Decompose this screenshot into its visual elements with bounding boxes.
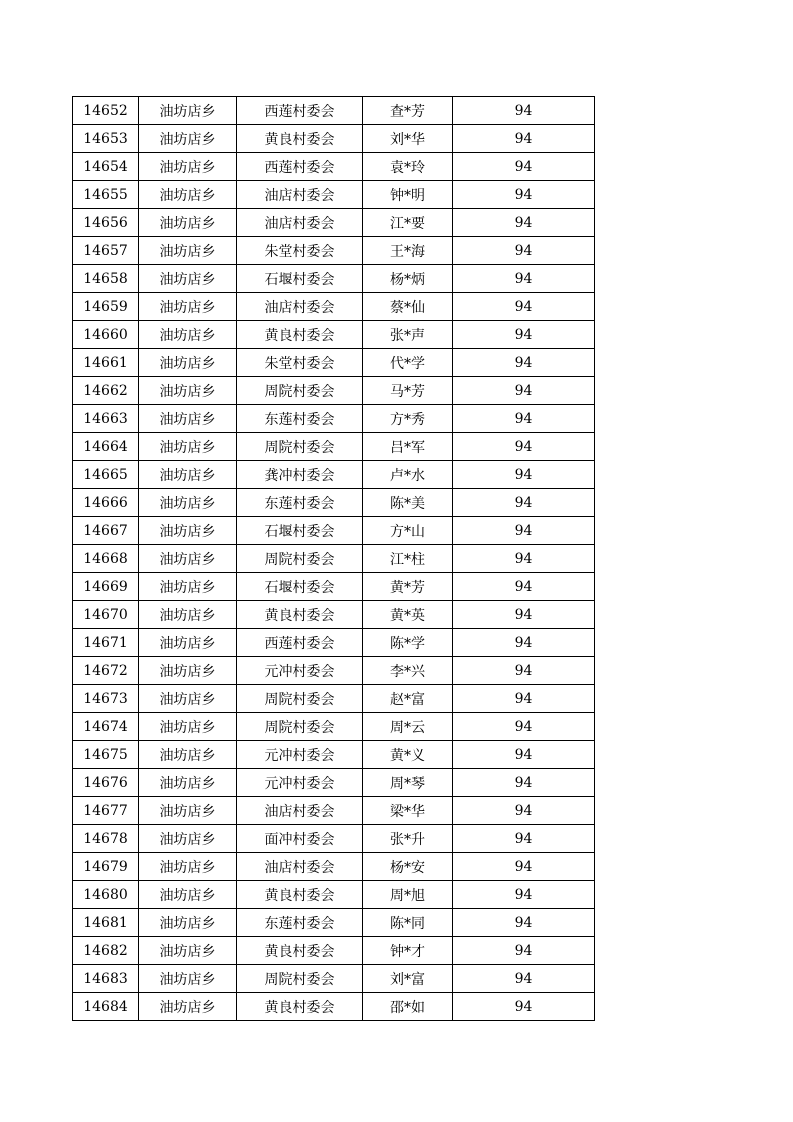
town-cell: 油坊店乡 [139, 825, 237, 853]
row-id-cell: 14659 [73, 293, 139, 321]
name-cell: 张*声 [363, 321, 453, 349]
name-cell: 陈*同 [363, 909, 453, 937]
score-cell: 94 [453, 461, 595, 489]
table-row [73, 685, 595, 713]
village-cell: 油店村委会 [237, 293, 363, 321]
village-cell: 周院村委会 [237, 545, 363, 573]
table-row [73, 349, 595, 377]
name-cell: 卢*水 [363, 461, 453, 489]
village-cell: 龚冲村委会 [237, 461, 363, 489]
village-cell: 周院村委会 [237, 713, 363, 741]
town-cell: 油坊店乡 [139, 797, 237, 825]
score-cell: 94 [453, 601, 595, 629]
name-cell: 陈*美 [363, 489, 453, 517]
score-cell: 94 [453, 265, 595, 293]
town-cell: 油坊店乡 [139, 629, 237, 657]
table-row [73, 601, 595, 629]
village-cell: 元冲村委会 [237, 657, 363, 685]
name-cell: 钟*才 [363, 937, 453, 965]
village-cell: 石堰村委会 [237, 517, 363, 545]
score-cell: 94 [453, 573, 595, 601]
town-cell: 油坊店乡 [139, 573, 237, 601]
table-row [73, 853, 595, 881]
name-cell: 黄*英 [363, 601, 453, 629]
town-cell: 油坊店乡 [139, 405, 237, 433]
village-cell: 元冲村委会 [237, 769, 363, 797]
name-cell: 江*柱 [363, 545, 453, 573]
row-id-cell: 14667 [73, 517, 139, 545]
table-row [73, 909, 595, 937]
name-cell: 赵*富 [363, 685, 453, 713]
score-cell: 94 [453, 657, 595, 685]
town-cell: 油坊店乡 [139, 909, 237, 937]
name-cell: 刘*富 [363, 965, 453, 993]
score-cell: 94 [453, 629, 595, 657]
table-row [73, 573, 595, 601]
town-cell: 油坊店乡 [139, 153, 237, 181]
row-id-cell: 14652 [73, 97, 139, 125]
name-cell: 黄*芳 [363, 573, 453, 601]
town-cell: 油坊店乡 [139, 769, 237, 797]
town-cell: 油坊店乡 [139, 321, 237, 349]
village-cell: 石堰村委会 [237, 573, 363, 601]
village-cell: 周院村委会 [237, 377, 363, 405]
name-cell: 代*学 [363, 349, 453, 377]
name-cell: 周*旭 [363, 881, 453, 909]
town-cell: 油坊店乡 [139, 237, 237, 265]
table-row [73, 209, 595, 237]
name-cell: 黄*义 [363, 741, 453, 769]
table-row [73, 265, 595, 293]
row-id-cell: 14666 [73, 489, 139, 517]
name-cell: 吕*军 [363, 433, 453, 461]
village-cell: 黄良村委会 [237, 601, 363, 629]
row-id-cell: 14657 [73, 237, 139, 265]
row-id-cell: 14658 [73, 265, 139, 293]
row-id-cell: 14655 [73, 181, 139, 209]
town-cell: 油坊店乡 [139, 965, 237, 993]
score-cell: 94 [453, 489, 595, 517]
score-cell: 94 [453, 853, 595, 881]
table-row [73, 629, 595, 657]
score-cell: 94 [453, 209, 595, 237]
town-cell: 油坊店乡 [139, 545, 237, 573]
table-row [73, 433, 595, 461]
town-cell: 油坊店乡 [139, 209, 237, 237]
name-cell: 邵*如 [363, 993, 453, 1021]
row-id-cell: 14661 [73, 349, 139, 377]
score-cell: 94 [453, 937, 595, 965]
name-cell: 蔡*仙 [363, 293, 453, 321]
score-cell: 94 [453, 769, 595, 797]
village-cell: 东莲村委会 [237, 489, 363, 517]
town-cell: 油坊店乡 [139, 377, 237, 405]
table-row [73, 741, 595, 769]
village-cell: 黄良村委会 [237, 881, 363, 909]
town-cell: 油坊店乡 [139, 181, 237, 209]
table-row [73, 489, 595, 517]
table-row [73, 405, 595, 433]
score-cell: 94 [453, 545, 595, 573]
table-body [73, 97, 595, 1021]
town-cell: 油坊店乡 [139, 517, 237, 545]
village-cell: 油店村委会 [237, 853, 363, 881]
table-row [73, 517, 595, 545]
town-cell: 油坊店乡 [139, 125, 237, 153]
town-cell: 油坊店乡 [139, 601, 237, 629]
row-id-cell: 14670 [73, 601, 139, 629]
table-row [73, 377, 595, 405]
name-cell: 方*山 [363, 517, 453, 545]
village-cell: 朱堂村委会 [237, 349, 363, 377]
town-cell: 油坊店乡 [139, 461, 237, 489]
table-row [73, 993, 595, 1021]
row-id-cell: 14679 [73, 853, 139, 881]
table-row [73, 937, 595, 965]
row-id-cell: 14671 [73, 629, 139, 657]
score-cell: 94 [453, 405, 595, 433]
town-cell: 油坊店乡 [139, 713, 237, 741]
row-id-cell: 14669 [73, 573, 139, 601]
score-cell: 94 [453, 349, 595, 377]
score-cell: 94 [453, 713, 595, 741]
score-cell: 94 [453, 517, 595, 545]
table-row [73, 545, 595, 573]
score-cell: 94 [453, 433, 595, 461]
score-cell: 94 [453, 293, 595, 321]
village-cell: 油店村委会 [237, 797, 363, 825]
score-cell: 94 [453, 797, 595, 825]
village-cell: 西莲村委会 [237, 629, 363, 657]
name-cell: 江*要 [363, 209, 453, 237]
row-id-cell: 14662 [73, 377, 139, 405]
row-id-cell: 14660 [73, 321, 139, 349]
table-row [73, 965, 595, 993]
village-cell: 面冲村委会 [237, 825, 363, 853]
table-row [73, 769, 595, 797]
row-id-cell: 14683 [73, 965, 139, 993]
row-id-cell: 14672 [73, 657, 139, 685]
village-cell: 周院村委会 [237, 965, 363, 993]
village-cell: 元冲村委会 [237, 741, 363, 769]
town-cell: 油坊店乡 [139, 349, 237, 377]
table-row [73, 97, 595, 125]
score-cell: 94 [453, 153, 595, 181]
village-cell: 油店村委会 [237, 181, 363, 209]
table-row [73, 713, 595, 741]
name-cell: 李*兴 [363, 657, 453, 685]
village-cell: 周院村委会 [237, 433, 363, 461]
row-id-cell: 14680 [73, 881, 139, 909]
town-cell: 油坊店乡 [139, 293, 237, 321]
score-cell: 94 [453, 741, 595, 769]
score-cell: 94 [453, 321, 595, 349]
row-id-cell: 14653 [73, 125, 139, 153]
name-cell: 王*海 [363, 237, 453, 265]
table-row [73, 125, 595, 153]
score-cell: 94 [453, 377, 595, 405]
row-id-cell: 14678 [73, 825, 139, 853]
score-cell: 94 [453, 181, 595, 209]
village-cell: 东莲村委会 [237, 909, 363, 937]
row-id-cell: 14677 [73, 797, 139, 825]
name-cell: 陈*学 [363, 629, 453, 657]
score-cell: 94 [453, 965, 595, 993]
village-cell: 黄良村委会 [237, 321, 363, 349]
village-cell: 黄良村委会 [237, 937, 363, 965]
table-row [73, 293, 595, 321]
village-cell: 西莲村委会 [237, 97, 363, 125]
village-cell: 东莲村委会 [237, 405, 363, 433]
data-table [72, 96, 595, 1021]
row-id-cell: 14682 [73, 937, 139, 965]
name-cell: 马*芳 [363, 377, 453, 405]
row-id-cell: 14668 [73, 545, 139, 573]
table-row [73, 461, 595, 489]
row-id-cell: 14684 [73, 993, 139, 1021]
town-cell: 油坊店乡 [139, 657, 237, 685]
town-cell: 油坊店乡 [139, 97, 237, 125]
town-cell: 油坊店乡 [139, 881, 237, 909]
village-cell: 石堰村委会 [237, 265, 363, 293]
town-cell: 油坊店乡 [139, 433, 237, 461]
name-cell: 查*芳 [363, 97, 453, 125]
row-id-cell: 14673 [73, 685, 139, 713]
score-cell: 94 [453, 993, 595, 1021]
village-cell: 油店村委会 [237, 209, 363, 237]
table-row [73, 321, 595, 349]
row-id-cell: 14676 [73, 769, 139, 797]
town-cell: 油坊店乡 [139, 993, 237, 1021]
table-row [73, 825, 595, 853]
name-cell: 袁*玲 [363, 153, 453, 181]
row-id-cell: 14665 [73, 461, 139, 489]
village-cell: 黄良村委会 [237, 125, 363, 153]
table-row [73, 797, 595, 825]
table-row [73, 237, 595, 265]
row-id-cell: 14664 [73, 433, 139, 461]
score-cell: 94 [453, 881, 595, 909]
name-cell: 刘*华 [363, 125, 453, 153]
row-id-cell: 14663 [73, 405, 139, 433]
score-cell: 94 [453, 237, 595, 265]
row-id-cell: 14675 [73, 741, 139, 769]
name-cell: 钟*明 [363, 181, 453, 209]
town-cell: 油坊店乡 [139, 937, 237, 965]
score-cell: 94 [453, 125, 595, 153]
table-row [73, 881, 595, 909]
town-cell: 油坊店乡 [139, 685, 237, 713]
row-id-cell: 14681 [73, 909, 139, 937]
score-cell: 94 [453, 97, 595, 125]
row-id-cell: 14654 [73, 153, 139, 181]
town-cell: 油坊店乡 [139, 265, 237, 293]
name-cell: 梁*华 [363, 797, 453, 825]
row-id-cell: 14656 [73, 209, 139, 237]
town-cell: 油坊店乡 [139, 489, 237, 517]
table-row [73, 181, 595, 209]
score-cell: 94 [453, 685, 595, 713]
name-cell: 周*云 [363, 713, 453, 741]
name-cell: 杨*安 [363, 853, 453, 881]
village-cell: 西莲村委会 [237, 153, 363, 181]
score-cell: 94 [453, 825, 595, 853]
village-cell: 周院村委会 [237, 685, 363, 713]
name-cell: 张*升 [363, 825, 453, 853]
name-cell: 方*秀 [363, 405, 453, 433]
row-id-cell: 14674 [73, 713, 139, 741]
name-cell: 杨*炳 [363, 265, 453, 293]
town-cell: 油坊店乡 [139, 741, 237, 769]
village-cell: 黄良村委会 [237, 993, 363, 1021]
name-cell: 周*琴 [363, 769, 453, 797]
village-cell: 朱堂村委会 [237, 237, 363, 265]
table-row [73, 657, 595, 685]
table-row [73, 153, 595, 181]
town-cell: 油坊店乡 [139, 853, 237, 881]
score-cell: 94 [453, 909, 595, 937]
